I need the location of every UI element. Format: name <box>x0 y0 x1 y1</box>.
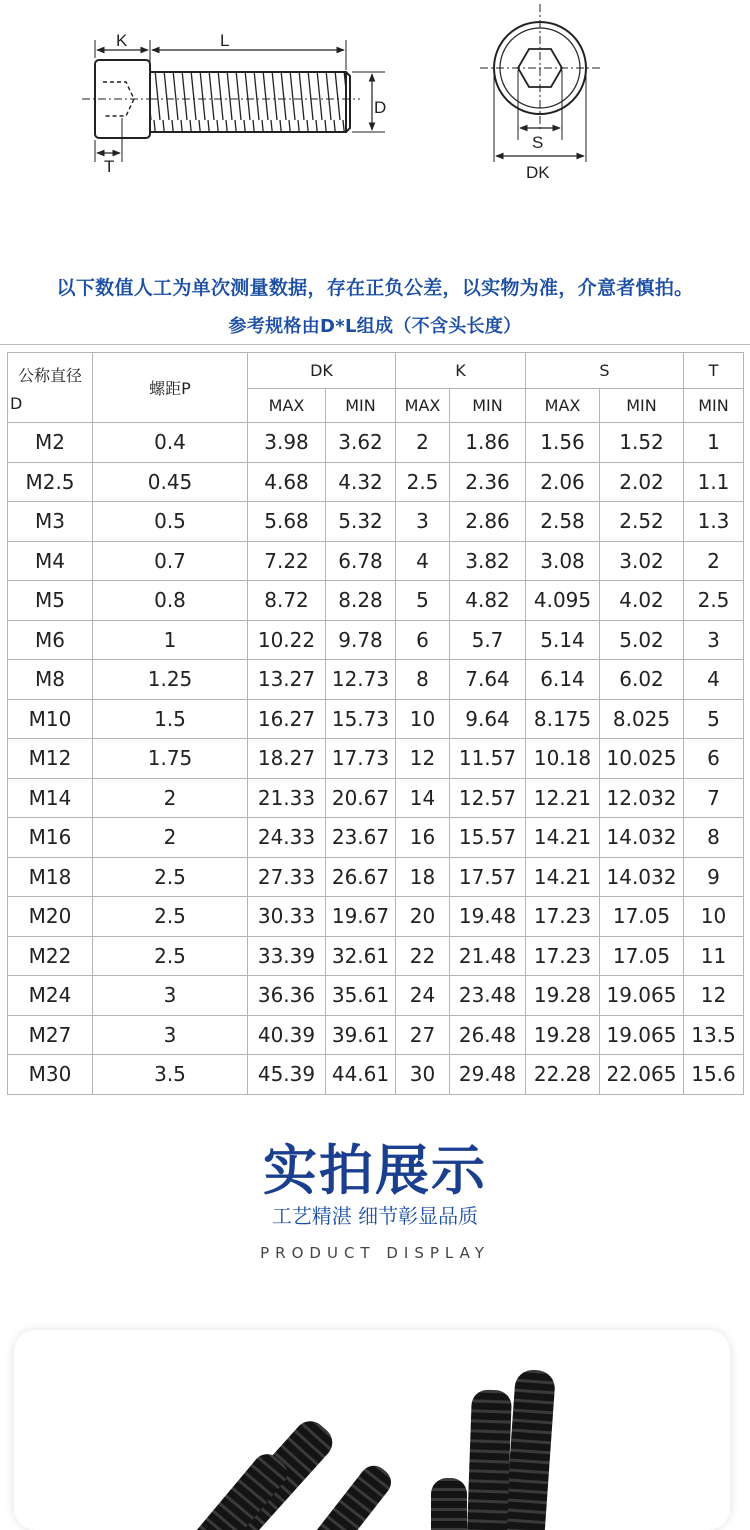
cell-nominal: M14 <box>8 778 93 818</box>
cell-dk-min: 6.78 <box>326 541 396 581</box>
cell-k-min: 12.57 <box>450 778 526 818</box>
cell-dk-min: 4.32 <box>326 462 396 502</box>
cell-s-min: 10.025 <box>600 739 684 779</box>
table-row <box>8 462 744 502</box>
cell-dk-min: 44.61 <box>326 1055 396 1095</box>
screw-photo-2 <box>464 1389 512 1530</box>
cell-pitch: 0.5 <box>93 502 248 542</box>
cell-s-min: 17.05 <box>600 897 684 937</box>
cell-dk-max: 27.33 <box>248 857 326 897</box>
cell-dk-max: 10.22 <box>248 620 326 660</box>
cell-dk-max: 24.33 <box>248 818 326 858</box>
cell-k-max: 27 <box>396 1015 450 1055</box>
cell-s-max: 19.28 <box>526 976 600 1016</box>
cell-pitch: 0.7 <box>93 541 248 581</box>
cell-t-min: 5 <box>684 699 744 739</box>
dk-max-header: MAX <box>248 389 326 423</box>
cell-s-min: 19.065 <box>600 1015 684 1055</box>
cell-t-min: 7 <box>684 778 744 818</box>
cell-t-min: 13.5 <box>684 1015 744 1055</box>
cell-s-min: 12.032 <box>600 778 684 818</box>
cell-dk-max: 4.68 <box>248 462 326 502</box>
cell-k-min: 2.86 <box>450 502 526 542</box>
cell-s-max: 8.175 <box>526 699 600 739</box>
cell-k-min: 3.82 <box>450 541 526 581</box>
cell-s-min: 3.02 <box>600 541 684 581</box>
cell-dk-min: 15.73 <box>326 699 396 739</box>
cell-k-min: 11.57 <box>450 739 526 779</box>
cell-dk-min: 32.61 <box>326 936 396 976</box>
cell-k-max: 4 <box>396 541 450 581</box>
s-max-header: MAX <box>526 389 600 423</box>
cell-t-min: 12 <box>684 976 744 1016</box>
cell-s-max: 3.08 <box>526 541 600 581</box>
col-t: T <box>684 353 744 389</box>
cell-dk-max: 13.27 <box>248 660 326 700</box>
cell-nominal: M24 <box>8 976 93 1016</box>
nominal-header-symbol: D <box>10 393 23 413</box>
cell-dk-min: 20.67 <box>326 778 396 818</box>
cell-dk-min: 23.67 <box>326 818 396 858</box>
cell-nominal: M27 <box>8 1015 93 1055</box>
cell-dk-max: 16.27 <box>248 699 326 739</box>
cell-k-max: 22 <box>396 936 450 976</box>
s-min-header: MIN <box>600 389 684 423</box>
cell-s-max: 12.21 <box>526 778 600 818</box>
cell-dk-max: 8.72 <box>248 581 326 621</box>
table-row <box>8 1015 744 1055</box>
table-row <box>8 818 744 858</box>
cell-dk-min: 19.67 <box>326 897 396 937</box>
cell-pitch: 0.45 <box>93 462 248 502</box>
cell-dk-max: 30.33 <box>248 897 326 937</box>
cell-dk-max: 21.33 <box>248 778 326 818</box>
cell-t-min: 1 <box>684 423 744 463</box>
cell-s-min: 5.02 <box>600 620 684 660</box>
cell-t-min: 4 <box>684 660 744 700</box>
measurement-disclaimer: 以下数值人工为单次测量数据，存在正负公差，以实物为准，介意者慎拍。 <box>56 277 694 299</box>
cell-s-max: 6.14 <box>526 660 600 700</box>
cell-k-min: 5.7 <box>450 620 526 660</box>
cell-nominal: M6 <box>8 620 93 660</box>
cell-dk-min: 5.32 <box>326 502 396 542</box>
cell-nominal: M2.5 <box>8 462 93 502</box>
cell-k-min: 19.48 <box>450 897 526 937</box>
table-row <box>8 581 744 621</box>
spec-table <box>7 352 744 1095</box>
cell-dk-max: 33.39 <box>248 936 326 976</box>
cell-nominal: M3 <box>8 502 93 542</box>
cell-dk-min: 39.61 <box>326 1015 396 1055</box>
cell-s-max: 1.56 <box>526 423 600 463</box>
cell-t-min: 3 <box>684 620 744 660</box>
table-row <box>8 699 744 739</box>
cell-pitch: 0.8 <box>93 581 248 621</box>
cell-k-max: 30 <box>396 1055 450 1095</box>
cell-s-min: 2.52 <box>600 502 684 542</box>
cell-pitch: 0.4 <box>93 423 248 463</box>
cell-k-min: 21.48 <box>450 936 526 976</box>
cell-dk-max: 3.98 <box>248 423 326 463</box>
cell-k-max: 20 <box>396 897 450 937</box>
dim-d-label: D <box>374 98 387 117</box>
cell-dk-min: 35.61 <box>326 976 396 1016</box>
cell-pitch: 1.5 <box>93 699 248 739</box>
cell-s-min: 4.02 <box>600 581 684 621</box>
cell-dk-min: 17.73 <box>326 739 396 779</box>
cell-t-min: 9 <box>684 857 744 897</box>
cell-k-max: 3 <box>396 502 450 542</box>
col-k: K <box>396 353 526 389</box>
spec-table-body <box>8 423 744 1095</box>
cell-t-min: 11 <box>684 936 744 976</box>
table-row <box>8 541 744 581</box>
k-max-header: MAX <box>396 389 450 423</box>
cell-nominal: M30 <box>8 1055 93 1095</box>
col-s: S <box>526 353 684 389</box>
cell-pitch: 3.5 <box>93 1055 248 1095</box>
cell-dk-max: 7.22 <box>248 541 326 581</box>
cell-s-max: 19.28 <box>526 1015 600 1055</box>
cell-dk-min: 9.78 <box>326 620 396 660</box>
cell-pitch: 2 <box>93 778 248 818</box>
table-row <box>8 423 744 463</box>
spec-format-note: 参考规格由D*L组成（不含头长度） <box>228 316 522 337</box>
cell-s-min: 19.065 <box>600 976 684 1016</box>
cell-s-max: 2.58 <box>526 502 600 542</box>
cell-s-max: 5.14 <box>526 620 600 660</box>
table-row <box>8 936 744 976</box>
cell-nominal: M20 <box>8 897 93 937</box>
cell-pitch: 2.5 <box>93 936 248 976</box>
cell-nominal: M5 <box>8 581 93 621</box>
cell-s-min: 8.025 <box>600 699 684 739</box>
cell-dk-max: 36.36 <box>248 976 326 1016</box>
cell-k-max: 6 <box>396 620 450 660</box>
table-row <box>8 1055 744 1095</box>
table-row <box>8 778 744 818</box>
cell-k-min: 15.57 <box>450 818 526 858</box>
col-pitch: 螺距P <box>93 353 248 423</box>
cell-pitch: 3 <box>93 1015 248 1055</box>
screw-photo-6 <box>188 1448 293 1530</box>
cell-nominal: M12 <box>8 739 93 779</box>
cell-pitch: 1 <box>93 620 248 660</box>
table-row <box>8 857 744 897</box>
cell-k-min: 17.57 <box>450 857 526 897</box>
cell-s-min: 14.032 <box>600 818 684 858</box>
cell-dk-min: 12.73 <box>326 660 396 700</box>
cell-k-min: 9.64 <box>450 699 526 739</box>
cell-dk-max: 40.39 <box>248 1015 326 1055</box>
cell-k-max: 8 <box>396 660 450 700</box>
cell-nominal: M18 <box>8 857 93 897</box>
cell-pitch: 2 <box>93 818 248 858</box>
cell-nominal: M10 <box>8 699 93 739</box>
nominal-header-text: 公称直径 <box>17 365 82 385</box>
cell-k-max: 24 <box>396 976 450 1016</box>
cell-k-max: 18 <box>396 857 450 897</box>
showcase-title: 实拍展示 <box>263 1139 487 1202</box>
cell-nominal: M22 <box>8 936 93 976</box>
dk-min-header: MIN <box>326 389 396 423</box>
cell-t-min: 2 <box>684 541 744 581</box>
showcase-english-caption: PRODUCT DISPLAY <box>260 1244 490 1262</box>
cell-s-max: 10.18 <box>526 739 600 779</box>
cell-dk-max: 45.39 <box>248 1055 326 1095</box>
cell-s-max: 2.06 <box>526 462 600 502</box>
cell-s-min: 17.05 <box>600 936 684 976</box>
cell-pitch: 3 <box>93 976 248 1016</box>
cell-pitch: 1.75 <box>93 739 248 779</box>
dim-k-label: K <box>116 31 128 50</box>
screw-side-view <box>82 60 360 138</box>
cell-k-min: 26.48 <box>450 1015 526 1055</box>
cell-t-min: 6 <box>684 739 744 779</box>
cell-t-min: 1.1 <box>684 462 744 502</box>
cell-pitch: 2.5 <box>93 897 248 937</box>
product-photo-card <box>14 1330 730 1530</box>
table-row <box>8 976 744 1016</box>
t-min-header: MIN <box>684 389 744 423</box>
cell-dk-min: 8.28 <box>326 581 396 621</box>
cell-s-max: 17.23 <box>526 897 600 937</box>
cell-nominal: M4 <box>8 541 93 581</box>
col-nominal-diameter <box>8 353 93 423</box>
cell-k-max: 2 <box>396 423 450 463</box>
cell-nominal: M8 <box>8 660 93 700</box>
section-divider <box>0 344 750 345</box>
cell-s-max: 14.21 <box>526 818 600 858</box>
cell-s-min: 14.032 <box>600 857 684 897</box>
cell-k-min: 1.86 <box>450 423 526 463</box>
cell-s-min: 22.065 <box>600 1055 684 1095</box>
cell-t-min: 2.5 <box>684 581 744 621</box>
dim-l-label: L <box>220 31 230 50</box>
cell-k-min: 4.82 <box>450 581 526 621</box>
cell-t-min: 8 <box>684 818 744 858</box>
cell-k-max: 2.5 <box>396 462 450 502</box>
cell-k-min: 23.48 <box>450 976 526 1016</box>
k-min-header: MIN <box>450 389 526 423</box>
cell-s-max: 17.23 <box>526 936 600 976</box>
table-row <box>8 620 744 660</box>
cell-s-min: 2.02 <box>600 462 684 502</box>
cell-nominal: M2 <box>8 423 93 463</box>
screw-top-view <box>480 4 600 132</box>
table-header-row <box>8 353 744 389</box>
cell-s-max: 14.21 <box>526 857 600 897</box>
cell-t-min: 1.3 <box>684 502 744 542</box>
screw-photo-3 <box>431 1478 467 1530</box>
table-row <box>8 502 744 542</box>
cell-s-max: 22.28 <box>526 1055 600 1095</box>
cell-t-min: 10 <box>684 897 744 937</box>
cell-k-max: 10 <box>396 699 450 739</box>
cell-pitch: 2.5 <box>93 857 248 897</box>
dim-dk-label: DK <box>526 163 550 182</box>
cell-t-min: 15.6 <box>684 1055 744 1095</box>
cell-k-max: 12 <box>396 739 450 779</box>
screw-dimension-diagram <box>0 0 750 240</box>
table-row <box>8 739 744 779</box>
cell-k-min: 29.48 <box>450 1055 526 1095</box>
product-photo <box>14 1330 730 1530</box>
cell-k-min: 2.36 <box>450 462 526 502</box>
cell-s-max: 4.095 <box>526 581 600 621</box>
table-row <box>8 660 744 700</box>
cell-k-max: 16 <box>396 818 450 858</box>
cell-nominal: M16 <box>8 818 93 858</box>
cell-dk-max: 5.68 <box>248 502 326 542</box>
cell-k-max: 14 <box>396 778 450 818</box>
cell-k-max: 5 <box>396 581 450 621</box>
cell-k-min: 7.64 <box>450 660 526 700</box>
dim-t-label: T <box>104 157 115 176</box>
cell-dk-min: 3.62 <box>326 423 396 463</box>
table-row <box>8 897 744 937</box>
showcase-subtitle: 工艺精湛 细节彰显品质 <box>271 1204 479 1228</box>
cell-dk-max: 18.27 <box>248 739 326 779</box>
cell-dk-min: 26.67 <box>326 857 396 897</box>
cell-pitch: 1.25 <box>93 660 248 700</box>
cell-s-min: 1.52 <box>600 423 684 463</box>
dim-s-label: S <box>532 133 544 152</box>
cell-s-min: 6.02 <box>600 660 684 700</box>
col-dk: DK <box>248 353 396 389</box>
